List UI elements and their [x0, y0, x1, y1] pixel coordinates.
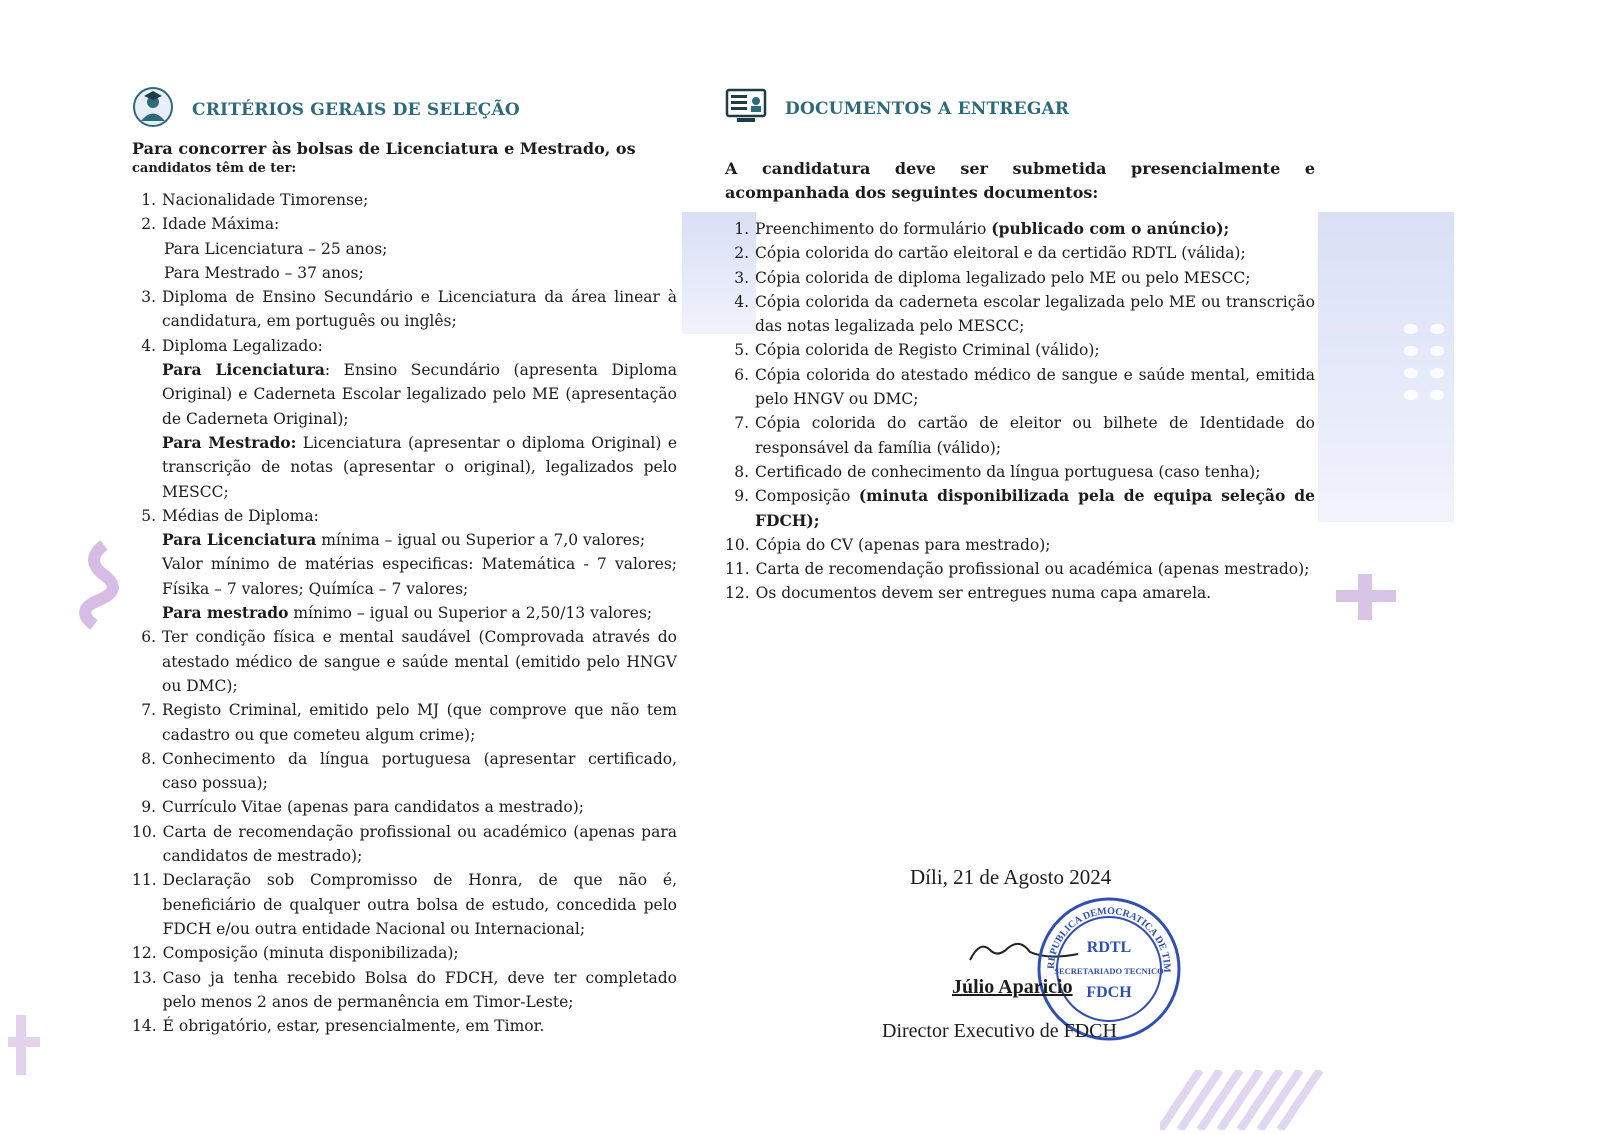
signatory-role: Director Executivo de FDCH	[882, 1020, 1117, 1042]
list-item: 1. Preenchimento do formulário (publicado com o anúncio);	[734, 219, 1230, 238]
documents-heading	[725, 88, 1315, 129]
decor-dots	[1400, 320, 1450, 410]
list-item: 12. Os documentos devem ser entregues numa capa amarela.	[725, 584, 1212, 603]
list-item: 9. Composição (minuta disponibilizada pela de equipa seleção de FDCH);	[734, 486, 1315, 530]
svg-text:REPUBLICA DEMOCRATICA DE TIMOR: REPUBLICA DEMOCRATICA DE TIM	[1045, 905, 1173, 973]
list-item: 14. É obrigatório, estar, presencialmente, em Timor.	[132, 1017, 545, 1036]
right-column	[725, 88, 1315, 606]
signatory-name: Júlio Aparicio	[952, 976, 1073, 998]
decor-corner-left	[8, 1015, 48, 1079]
criteria-list	[132, 188, 677, 1038]
svg-text:FDCH: FDCH	[1086, 984, 1132, 1001]
list-item: 10. Cópia do CV (apenas para mestrado);	[725, 535, 1051, 554]
list-item: 2. Idade Máxima: Para Licenciatura – 25 anos; Para Mestrado – 37 anos;	[141, 215, 388, 282]
list-item: 3. Cópia colorida de diploma legalizado pelo ME ou pelo MESCC;	[734, 268, 1251, 287]
list-item: 12. Composição (minuta disponibilizada);	[132, 944, 459, 963]
list-item: 6. Cópia colorida do atestado médico de sangue e saúde mental, emitida pelo HNGV ou DMC;	[734, 365, 1315, 409]
list-item: 11. Carta de recomendação profissional ou académica (apenas mestrado);	[725, 560, 1310, 579]
documents-list	[725, 217, 1315, 606]
criteria-heading	[132, 86, 677, 133]
list-item: 7. Registo Criminal, emitido pelo MJ (que comprove que não tem cadastro ou que cometeu algum crime);	[141, 701, 677, 744]
list-item: 9. Currículo Vitae (apenas para candidatos a mestrado);	[141, 798, 584, 817]
list-item: 2. Cópia colorida do cartão eleitoral e da certidão RDTL (válida);	[734, 244, 1246, 263]
list-item: 5. Cópia colorida de Registo Criminal (válido);	[734, 341, 1100, 360]
criteria-intro-small: candidatos têm de ter:	[132, 161, 297, 176]
documents-intro: A candidatura deve ser submetida presencialmente e acompanhada dos seguintes documentos:	[725, 159, 1315, 202]
list-item: 6. Ter condição física e mental saudável (Comprovada através do atestado médico de sangue e saúde mental (emitido pelo HNGV ou DMC);	[141, 628, 677, 695]
documents-title: DOCUMENTOS A ENTREGAR	[785, 98, 1070, 119]
list-item: 8. Conhecimento da língua portuguesa (apresentar certificado, caso possua);	[141, 749, 677, 793]
decor-squiggle	[64, 540, 124, 634]
list-item: 13. Caso ja tenha recebido Bolsa do FDCH, deve ter completado pelo menos 2 anos de permanência em Timor-Leste;	[132, 968, 677, 1011]
list-item: 5. Médias de Diploma: Para Licenciatura mínima – igual ou Superior a 7,0 valores; Valor mínimo de matérias especificas: Matemática - 7 valores; Físika – 7 valores; Químíca – 7 valores; Para mestrado mínimo – igual ou Superior a 2,50/13 valores;	[141, 506, 677, 623]
list-item: 7. Cópia colorida do cartão de eleitor ou bilhete de Identidade do responsável da família (válido);	[734, 414, 1315, 457]
list-item: 4. Diploma Legalizado: Para Licenciatura: Ensino Secundário (apresenta Diploma Original) e Caderneta Escolar legalizado pelo ME (apresentação de Caderneta Original); Para Mestrado: Licenciatura (apresentar o diploma Original) e transcrição de notas (apresentar o original), legalizados pelo MESCC;	[141, 336, 677, 501]
criteria-intro: Para concorrer às bolsas de Licenciatura e Mestrado, os	[132, 139, 636, 158]
list-item: 10. Carta de recomendação profissional ou académico (apenas para candidatos de mestrado);	[132, 822, 677, 866]
student-icon	[132, 86, 174, 133]
list-item: 3. Diploma de Ensino Secundário e Licenciatura da área linear à candidatura, em português ou inglês;	[141, 288, 677, 331]
decor-plus	[1336, 574, 1396, 624]
criteria-title: CRITÉRIOS GERAIS DE SELEÇÃO	[192, 99, 520, 120]
svg-text:SECRETARIADO TECNICO: SECRETARIADO TECNICO	[1054, 966, 1164, 976]
list-item: 11. Declaração sob Compromisso de Honra, de que não é, beneficiário de qualquer outra bolsa de estudo, concedida pelo FDCH e/ou outra entidade Nacional ou Internacional;	[132, 871, 677, 938]
list-item: 8. Certificado de conhecimento da língua portuguesa (caso tenha);	[734, 462, 1261, 481]
place-date: Díli, 21 de Agosto 2024	[910, 865, 1112, 889]
list-item: 4. Cópia colorida da caderneta escolar legalizada pelo ME ou transcrição das notas legalizada pelo MESCC;	[734, 292, 1315, 336]
svg-text:RDTL: RDTL	[1086, 939, 1132, 956]
computer-icon	[725, 88, 767, 129]
list-item: 1. Nacionalidade Timorense;	[141, 191, 369, 209]
left-column	[132, 86, 677, 1038]
decor-stripes-bottom	[1160, 1070, 1380, 1134]
